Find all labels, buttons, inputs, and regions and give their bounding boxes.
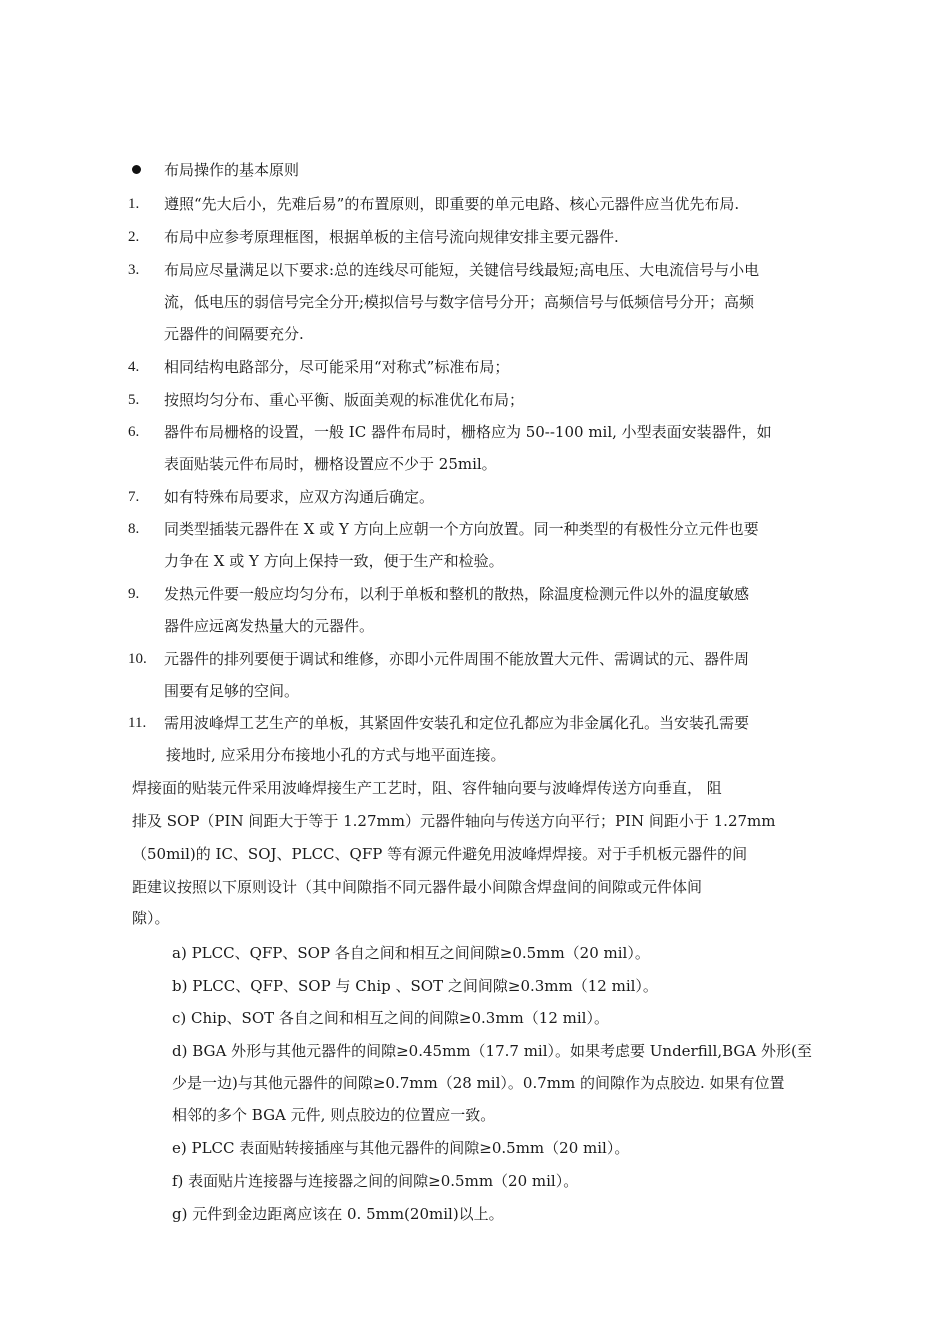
item-text-line: 发热元件要一般应均匀分布，以利于单板和整机的散热，除温度检测元件以外的温度敏感 [164,585,750,603]
sub-item-text: 少是一边)与其他元器件的间隙≥0.7mm（28 mil）。0.7mm 的间隙作为点胶边. 如果有位置 [172,1074,785,1092]
filled-circle-bullet-icon [132,165,141,174]
item-number: 11. [128,715,147,731]
sub-item-text: e) PLCC 表面贴转接插座与其他元器件的间隙≥0.5mm（20 mil）。 [172,1139,630,1157]
heading-title: 布局操作的基本原则 [164,161,300,179]
item-text-line: 布局中应参考原理框图，根据单板的主信号流向规律安排主要元器件. [164,228,619,246]
item-number: 6. [128,424,140,440]
item-text-line: 遵照“先大后小，先难后易”的布置原则，即重要的单元电路、核心元器件应当优先布局. [164,195,740,213]
item-number: 5. [128,392,140,408]
sub-item-text: b) PLCC、QFP、SOP 与 Chip 、SOT 之间间隙≥0.3mm（12 mil）。 [172,977,658,995]
item-number: 9. [128,586,140,602]
item-text-line: 接地时, 应采用分布接地小孔的方式与地平面连接。 [166,746,506,764]
sub-item-text: a) PLCC、QFP、SOP 各自之间和相互之间间隙≥0.5mm（20 mil）。 [172,944,650,962]
sub-item-text: g) 元件到金边距离应该在 0. 5mm(20mil)以上。 [172,1205,504,1223]
paragraph-text: 隙）。 [132,909,170,927]
sub-item-text: 相邻的多个 BGA 元件, 则点胶边的位置应一致。 [172,1106,496,1124]
paragraph-text: 距建议按照以下原则设计（其中间隙指不同元器件最小间隙含焊盘间的间隙或元件体间 [132,878,703,896]
item-number: 2. [128,229,140,245]
paragraph-text: 焊接面的贴装元件采用波峰焊接生产工艺时，阻、容件轴向要与波峰焊传送方向垂直， 阻 [132,779,722,797]
item-text-line: 元器件的排列要便于调试和维修，亦即小元件周围不能放置大元件、需调试的元、器件周 [164,650,750,668]
item-text-line: 需用波峰焊工艺生产的单板，其紧固件安装孔和定位孔都应为非金属化孔。当安装孔需要 [164,714,750,732]
item-text-line: 流，低电压的弱信号完全分开;模拟信号与数字信号分开；高频信号与低频信号分开；高频 [164,293,755,311]
item-text-line: 同类型插装元器件在 X 或 Y 方向上应朝一个方向放置。同一种类型的有极性分立元件也要 [164,520,759,538]
item-text-line: 元器件的间隔要充分. [164,325,304,343]
item-text-line: 布局应尽量满足以下要求:总的连线尽可能短，关键信号线最短;高电压、大电流信号与小电 [164,261,760,279]
item-text-line: 按照均匀分布、重心平衡、版面美观的标准优化布局； [164,391,525,409]
paragraph-text: （50mil)的 IC、SOJ、PLCC、QFP 等有源元件避免用波峰焊焊接。对于手机板元器件的间 [132,845,748,863]
item-text-line: 器件应远离发热量大的元器件。 [164,617,375,635]
item-text-line: 围要有足够的空间。 [164,682,300,700]
item-number: 7. [128,489,140,505]
item-text-line: 相同结构电路部分，尽可能采用“对称式”标准布局； [164,358,510,376]
item-number: 10. [128,651,147,667]
sub-item-text: f) 表面贴片连接器与连接器之间的间隙≥0.5mm（20 mil）。 [172,1172,579,1190]
item-number: 3. [128,262,140,278]
sub-item-text: d) BGA 外形与其他元器件的间隙≥0.45mm（17.7 mil）。如果考虑要 Underfill,BGA 外形(至 [172,1042,812,1060]
item-text-line: 表面贴装元件布局时，栅格设置应不少于 25mil。 [164,455,497,473]
item-number: 8. [128,521,140,537]
item-text-line: 如有特殊布局要求，应双方沟通后确定。 [164,488,435,506]
item-number: 1. [128,196,140,212]
paragraph-text: 排及 SOP（PIN 间距大于等于 1.27mm）元器件轴向与传送方向平行；PIN 间距小于 1.27mm [132,812,776,830]
item-text-line: 器件布局栅格的设置，一般 IC 器件布局时，栅格应为 50--100 mil, 小型表面安装器件，如 [164,423,772,441]
item-text-line: 力争在 X 或 Y 方向上保持一致，便于生产和检验。 [164,552,504,570]
item-number: 4. [128,359,140,375]
sub-item-text: c) Chip、SOT 各自之间和相互之间的间隙≥0.3mm（12 mil）。 [172,1009,609,1027]
